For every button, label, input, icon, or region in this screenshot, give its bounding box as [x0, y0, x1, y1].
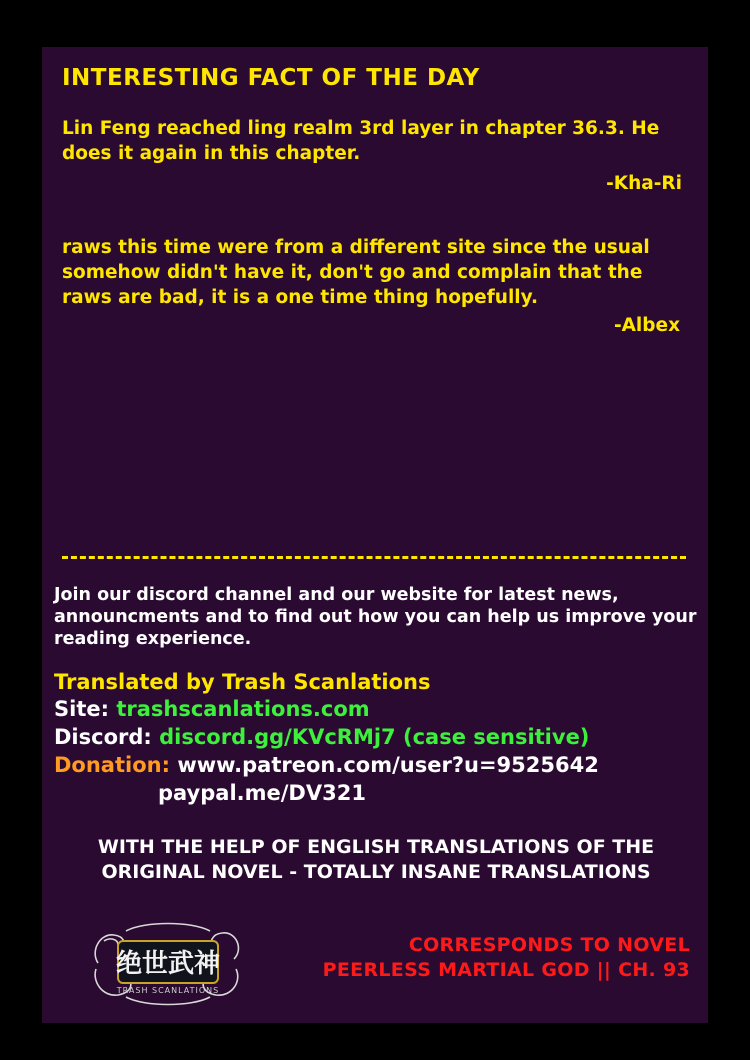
corresponds-line2: PEERLESS MARTIAL GOD || CH. 93	[322, 958, 690, 981]
spacer	[62, 194, 690, 236]
fact-signature: -Kha-Ri	[606, 172, 682, 194]
join-message: Join our discord channel and our website for latest news, announcments and to find out how you can help us improve your reading experience.	[54, 585, 697, 649]
help-credit	[54, 835, 698, 884]
lower-text-block	[54, 585, 698, 884]
site-line	[54, 696, 698, 724]
corresponds-note	[323, 933, 690, 982]
footer-row	[42, 903, 708, 1013]
site-url[interactable]: trashscanlations.com	[116, 697, 370, 722]
credits-list	[54, 669, 698, 808]
svg-text:绝世武神: 绝世武神	[115, 949, 221, 979]
donation-label: Donation:	[54, 752, 170, 777]
site-label: Site:	[54, 697, 110, 722]
note-body-text: raws this time were from a different site since the usual somehow didn't have it, don't go and complain that the raws are bad, it is a one time thing hopefully.	[62, 236, 650, 308]
trash-scanlations-logo	[84, 911, 249, 1011]
discord-line	[54, 724, 698, 752]
donation-line	[54, 752, 698, 780]
corresponds-line1: CORRESPONDS TO NOVEL	[408, 934, 690, 956]
patreon-url[interactable]: www.patreon.com/user?u=9525642	[177, 752, 599, 777]
paypal-line	[54, 780, 698, 808]
help-credit-line1: WITH THE HELP OF ENGLISH TRANSLATIONS OF THE	[97, 836, 655, 859]
page-title: INTERESTING FACT OF THE DAY	[62, 65, 480, 91]
note-signature: -Albex	[613, 314, 680, 336]
paypal-url[interactable]: paypal.me/DV321	[158, 780, 366, 805]
fact-body-text: Lin Feng reached ling realm 3rd layer in chapter 36.3. He does it again in this chapter.	[62, 118, 660, 164]
upper-text-block	[62, 65, 690, 336]
discord-label: Discord:	[54, 725, 152, 750]
credits-panel	[42, 47, 708, 1023]
svg-text:TRASH SCANLATIONS: TRASH SCANLATIONS	[116, 986, 220, 995]
dashed-divider	[62, 556, 686, 559]
translated-by-line: Translated by Trash Scanlations	[54, 669, 431, 694]
discord-url[interactable]: discord.gg/KVcRMj7 (case sensitive)	[159, 725, 590, 750]
help-credit-line2: ORIGINAL NOVEL - TOTALLY INSANE TRANSLATIONS	[101, 860, 651, 883]
